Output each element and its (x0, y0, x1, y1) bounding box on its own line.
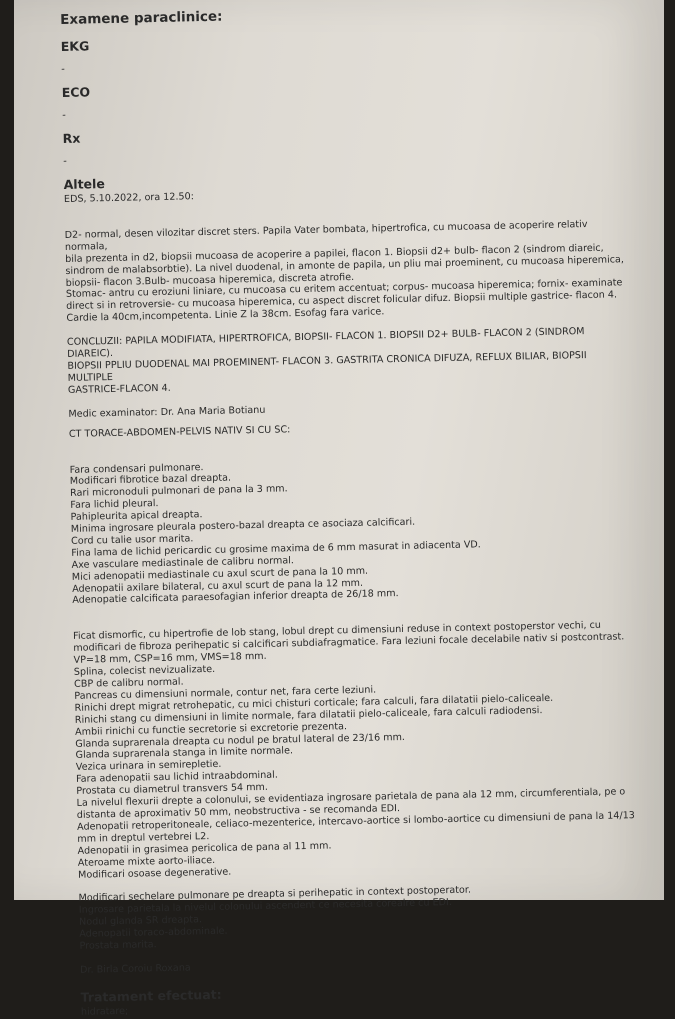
eco-heading: ECO (61, 84, 91, 100)
ct-doctor: Dr. Birla Coroiu Roxana (79, 962, 191, 976)
eds-findings: D2- normal, desen vilozitar discret sters. Papila Vater bombata, hipertrofica, cu mucoasa de acoperire relativ normala, bila prezenta in d2, biopsii mucoasa de acoperire a papilei, flacon 1. Biopsii d2+ bulb- flacon 2 (sindrom diareic, sindrom de malabsorbtie). La nivel duodenal, in amonte de papila, un pliu mai proeminent, cu mucoasa hiperemica, biopsii- flacon 3.Bulb- mucoasa hiperemica, discreta atrofie. Stomac- antru cu eroziuni liniare, cu mucoasa cu eritem accentuat; corpus- mucoasa hiperemica; fornix- examinate direct si in retroversie- cu mucoasa hiperemica, cu aspect discret folicular difuz. Biopsii multiple gastrice- flacon 4. Cardie la 40cm,incompetenta. Linie Z la 38cm. Esofag fara varice. (64, 218, 625, 325)
eco-value: - (62, 109, 66, 121)
treatment-body: hidratare; (80, 1005, 129, 1018)
eds-date: EDS, 5.10.2022, ora 12.50: (63, 191, 195, 205)
ekg-heading: EKG (60, 38, 90, 54)
eds-conclusions: CONCLUZII: PAPILA MODIFIATA, HIPERTROFICA, BIOPSII- FLACON 1. BIOPSII D2+ BULB- FLACON 2 (SINDROM DIAREIC). BIOPSII PPLIU DUODENAL MAI PROEMINENT- FLACON 3. GASTRITA CRONICA DIFUZA, REFLUX BILIAR, BIOPSII MULTIPLE GASTRICE-FLACON 4. (66, 326, 587, 396)
ct-title: CT TORACE-ABDOMEN-PELVIS NATIV SI CU SC: (68, 423, 291, 440)
paraclinic-heading: Examene paraclinice: (60, 8, 223, 28)
eds-examiner: Medic examinator: Dr. Ana Maria Botianu (68, 404, 266, 420)
ekg-value: - (61, 63, 65, 75)
document-page (14, 0, 664, 1018)
altele-heading: Altele (63, 176, 105, 192)
rx-heading: Rx (62, 130, 81, 146)
ct-summary: Modificari sechelare pulmonare pe dreapta si perihepatic in context postoperator. Ingrosare parietala la nivelul colonului ascendent ce necesita corealre cu EDI. Nodul glanda SR dreapta. Adenopatii toraco-abdominale. Prostata marita. (78, 884, 472, 952)
document-content (60, 0, 641, 1019)
treatment-heading: Tratament efectuat: (80, 986, 222, 1005)
rx-value: - (63, 155, 67, 167)
ct-abdomen-findings: Ficat dismorfic, cu hipertrofie de lob stang, lobul drept cu dimensiuni reduse in context postoperstor vechi, cu modificari de fibroza perihepatic si calcificari subdiafragmatice. Fara leziuni focale decelabile nativ si postcontrast. VP=18 mm, CSP=16 mm, VMS=18 mm. Splina, colecist nevizualizate. CBP de calibru normal. Pancreas cu dimensiuni normale, contur net, fara certe leziuni. Rinichi drept migrat retrohepatic, cu mici chisturi corticale; fara calculi, fara dilatatii pielo-caliceale. Rinichi stang cu dimensiuni in limite normale, fara dilatatii pielo-caliceale, fara calculi radiodensi. Ambii rinichi cu functie secretorie si excretorie prezenta. Glanda suprarenala dreapta cu nodul pe bratul lateral de 23/16 mm. Glanda suprarenala stanga in limite normale. Vezica urinara in semirepletie. Fara adenopatii sau lichid intraabdominal. Prostata cu diametrul transvers 54 mm. La nivelul flexurii drepte a colonului, se evidentiaza ingrosare parietala de pana ala 12 mm, circumferentiala, pe o distanta de aproximativ 50 mm, neobstructiva - se recomanda EDI. Adenopatii retroperitoneale, celiaco-mezenterice, intercavo-aortice si lombo-aortice cu dimensiuni de pana la 14/13 mm in dreptul vertebrei L2. Adenopatii in grasimea pericolica de pana al 11 mm. Ateroame mixte aorto-iliace. Modificari osoase degenerative. (73, 620, 635, 881)
ct-thorax-findings: Fara condensari pulmonare. Modificari fibrotice bazal dreapta. Rari micronoduli pulmonari de pana la 3 mm. Fara lichid pleural. Pahipleurita apical dreapta. Minima ingrosare pleurala postero-bazal dreapta ce asociaza calcificari. Cord cu talie usor marita. Fina lama de lichid pericardic cu grosime maxima de 6 mm masurat in adiacenta VD. Axe vasculare mediastinale de calibru normal. Mici adenopatii mediastinale cu axul scurt de pana la 10 mm. Adenopatii axilare bilateral, cu axul scurt de pana la 12 mm. Adenopatie calcificata paraesofagian inferior dreapta de 26/18 mm. (69, 461, 481, 607)
